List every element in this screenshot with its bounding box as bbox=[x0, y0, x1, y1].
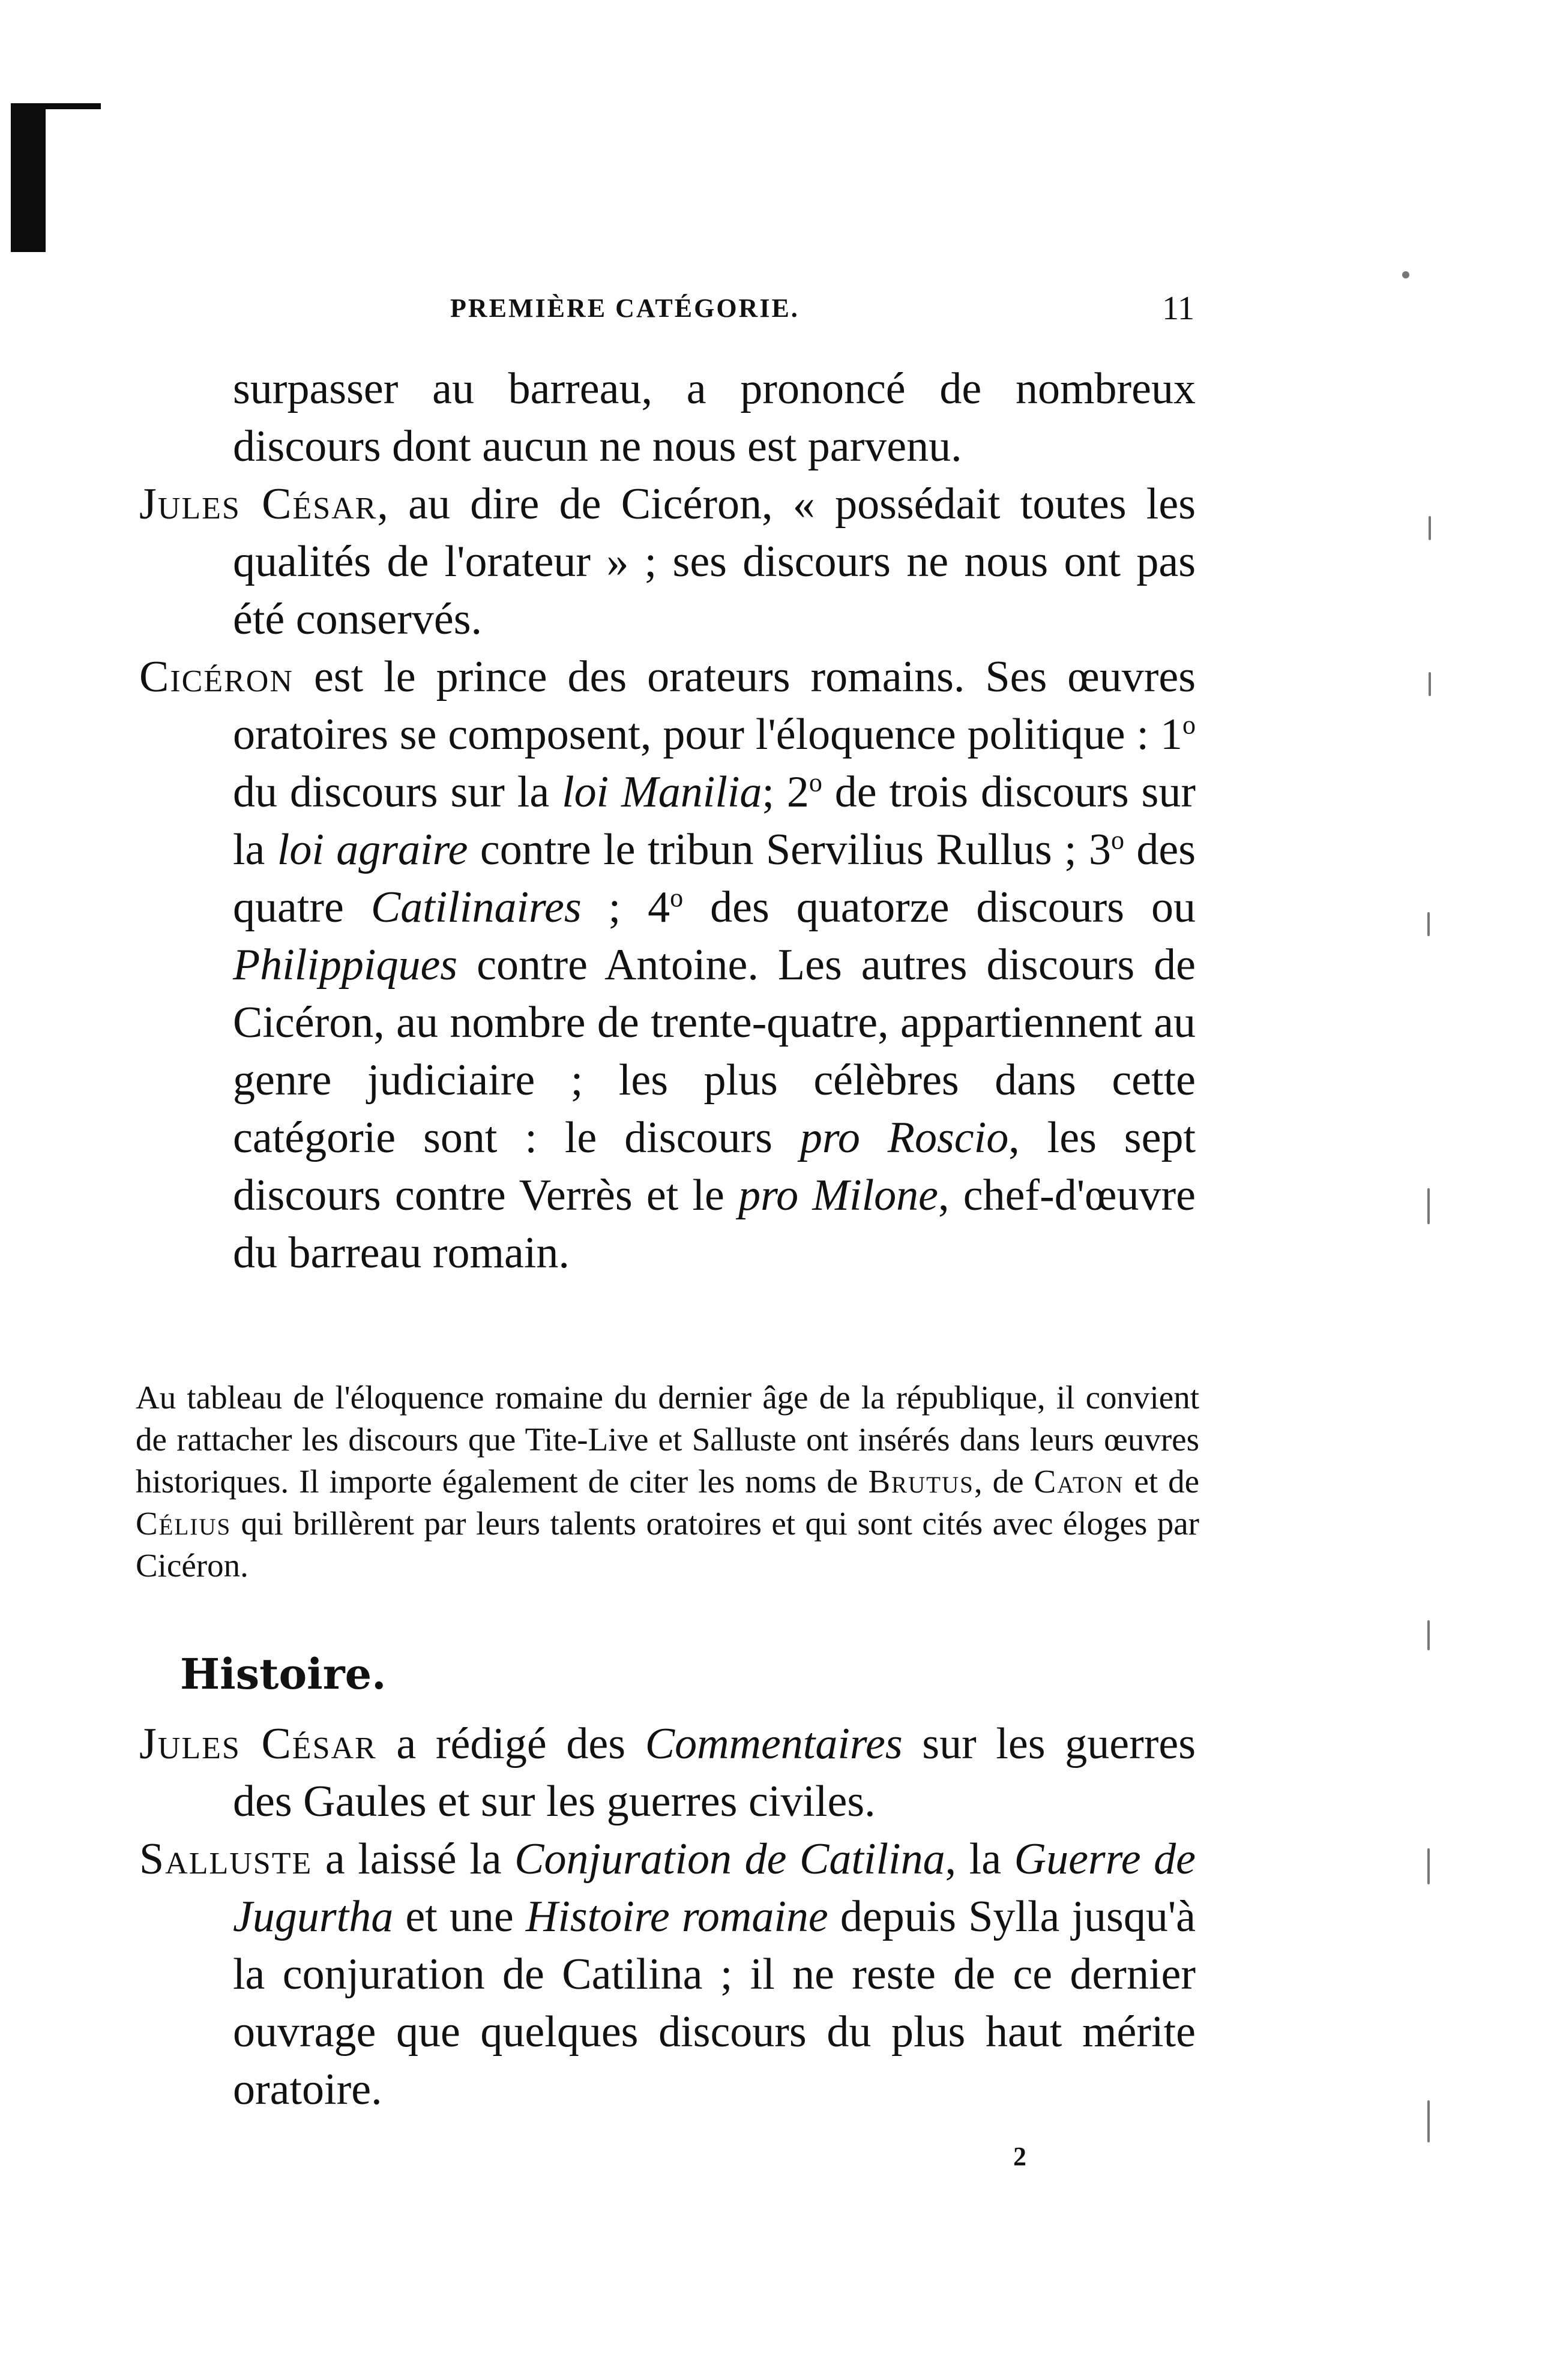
ordinal-superscript: o bbox=[1182, 710, 1196, 740]
scan-edge-bar bbox=[11, 108, 46, 252]
page-number: 11 bbox=[1162, 290, 1194, 327]
entry-text: a laissé la bbox=[312, 1835, 515, 1884]
person-name: Brutus bbox=[868, 1463, 974, 1500]
scan-speck bbox=[1427, 1188, 1430, 1224]
work-title: Histoire romaine bbox=[525, 1892, 828, 1941]
scan-speck bbox=[1402, 271, 1409, 278]
ordinal-superscript: o bbox=[670, 883, 684, 913]
entry-text: contre Antoine. Les autres discours de Cicéron, au nombre de trente-quatre, appartiennent au genre judiciaire ; les plus célèbres dans cette catégorie sont : le discours bbox=[233, 940, 1196, 1162]
work-title: pro Roscio bbox=[800, 1113, 1009, 1162]
entry-text: des quatorze discours ou bbox=[683, 883, 1196, 932]
entry-jules-cesar-history bbox=[139, 1715, 1196, 1830]
ordinal-superscript: o bbox=[1111, 825, 1124, 855]
entry-ciceron bbox=[139, 648, 1196, 1282]
note-text: qui brillèrent par leurs talents oratoires et qui sont cités avec éloges par Cicéron. bbox=[136, 1505, 1199, 1584]
entry-text: contre le tribun Servilius Rullus ; 3 bbox=[468, 825, 1111, 874]
note-text: et de bbox=[1124, 1463, 1199, 1500]
scan-speck bbox=[1429, 516, 1431, 540]
page-header bbox=[450, 290, 1194, 329]
entry-text: a rédigé des bbox=[376, 1719, 645, 1768]
scan-speck bbox=[1427, 912, 1430, 936]
entry-text: , la bbox=[945, 1835, 1014, 1884]
entry-salluste bbox=[139, 1830, 1196, 2118]
author-name: Salluste bbox=[139, 1835, 313, 1884]
entry-text: , chef-d'œuvre du barreau romain. bbox=[233, 1171, 1196, 1278]
scan-speck bbox=[1427, 1848, 1430, 1884]
scan-speck bbox=[1427, 1620, 1430, 1650]
work-title: loi agraire bbox=[277, 825, 468, 874]
work-title: loi Manilia bbox=[562, 768, 762, 817]
entry-text: , au dire de Cicéron, « possédait toutes les qualités de l'orateur » ; ses discours ne nous ont pas été conservés. bbox=[233, 479, 1196, 644]
section-heading: Histoire. bbox=[180, 1649, 387, 1699]
scan-speck bbox=[1427, 2100, 1430, 2142]
entry-text: depuis Sylla jusqu'à la conjuration de Catilina ; il ne reste de ce dernier ouvrage que quelques discours du plus haut mérite oratoire. bbox=[233, 1892, 1196, 2114]
work-title: Catilinaires bbox=[370, 883, 582, 932]
work-title: Guerre de Jugurtha bbox=[233, 1835, 1196, 1941]
person-name: Célius bbox=[136, 1505, 232, 1542]
work-title: pro Milone bbox=[738, 1171, 939, 1220]
author-name: Cicéron bbox=[139, 652, 294, 702]
running-head: PREMIÈRE CATÉGORIE. bbox=[450, 293, 800, 323]
entry-text: et une bbox=[393, 1892, 526, 1941]
note-text: Au tableau de l'éloquence romaine du dernier âge de la république, il convient de rattacher les discours que Tite-Live et Salluste ont insérés dans leurs œuvres historiques. Il importe également de citer les noms de bbox=[136, 1379, 1199, 1500]
orators-section bbox=[139, 360, 1196, 1282]
scan-speck bbox=[1429, 672, 1431, 696]
work-title: Commentaires bbox=[645, 1719, 903, 1768]
entry-text: ; 4 bbox=[581, 883, 670, 932]
entry-jules-cesar bbox=[139, 475, 1196, 648]
work-title: Conjuration de Catilina bbox=[514, 1835, 945, 1884]
entry-text: du discours sur la bbox=[233, 768, 562, 817]
work-title: Philippiques bbox=[233, 940, 458, 990]
entry-text: ; 2 bbox=[762, 768, 809, 817]
author-name: Jules César bbox=[139, 479, 378, 529]
entry-text: sur les guerres des Gaules et sur les guerres civiles. bbox=[233, 1719, 1196, 1826]
paragraph-continuation: surpasser au barreau, a prononcé de nombreux discours dont aucun ne nous est parvenu. bbox=[233, 364, 1196, 471]
entry-text: des quatre bbox=[233, 825, 1196, 932]
entry-text: , les sept discours contre Verrès et le bbox=[233, 1113, 1196, 1220]
ordinal-superscript: o bbox=[809, 768, 822, 798]
person-name: Caton bbox=[1034, 1463, 1124, 1500]
author-name: Jules César bbox=[139, 1719, 377, 1768]
entry-text: est le prince des orateurs romains. Ses œuvres oratoires se composent, pour l'éloquence politique : 1 bbox=[233, 652, 1196, 759]
signature-mark: 2 bbox=[1013, 2142, 1026, 2171]
history-section bbox=[139, 1715, 1196, 2118]
note-text: , de bbox=[974, 1463, 1034, 1500]
entry-text: de trois discours sur la bbox=[233, 768, 1196, 874]
small-print-note bbox=[136, 1377, 1199, 1587]
